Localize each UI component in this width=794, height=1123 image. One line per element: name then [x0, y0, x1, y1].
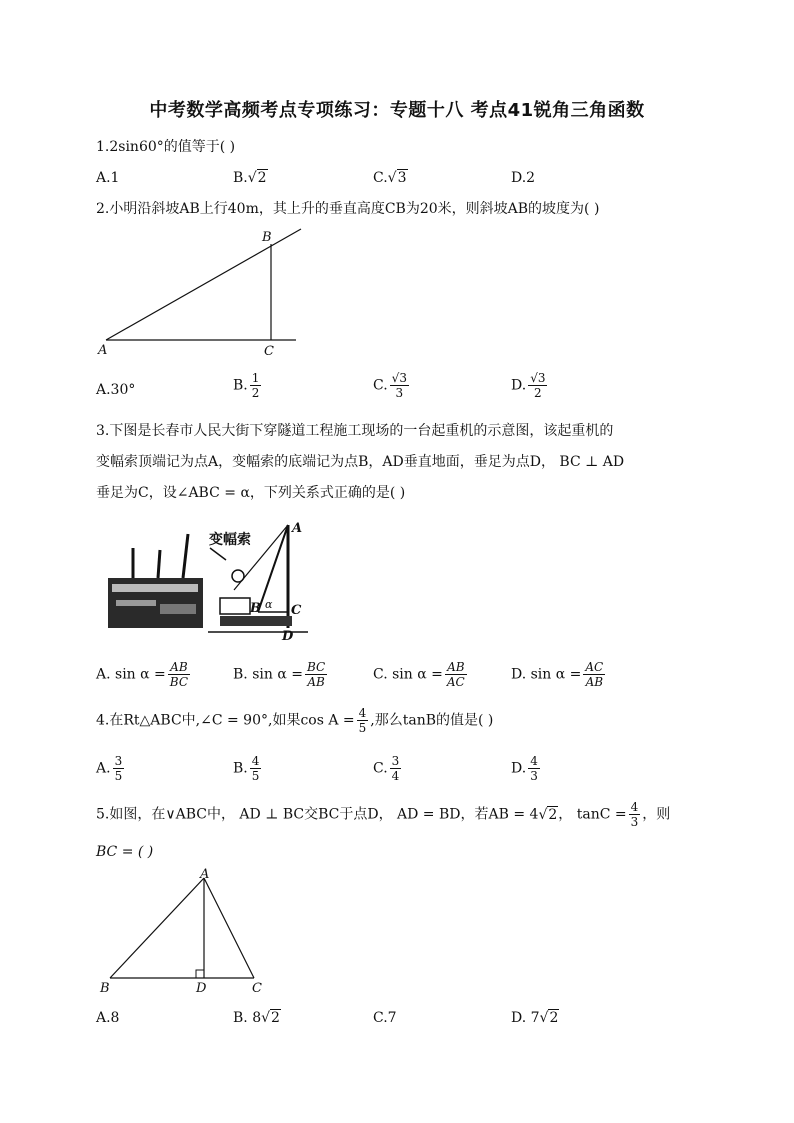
q3-option-a-label: A. sin α = — [96, 666, 166, 683]
question-2-stem: 2.小明沿斜坡AB上行40m，其上升的垂直高度CB为20米，则斜坡AB的坡度为( ) — [96, 201, 600, 217]
label-b: B — [100, 981, 110, 996]
fraction — [390, 371, 409, 400]
site-stripe — [160, 604, 196, 614]
right-angle-icon — [196, 970, 204, 978]
slope-diagram — [96, 224, 306, 360]
sqrt-icon: √2 — [538, 806, 558, 823]
fraction — [250, 371, 262, 400]
denominator: 4 — [391, 769, 400, 783]
q4-option-a — [96, 754, 126, 783]
question-1-stem — [96, 137, 235, 157]
radicand: 2 — [548, 806, 558, 823]
question-3-line-3: 垂足为C，设∠ABC = α，下列关系式正确的是( ) — [96, 485, 406, 501]
q1-option-b-radicand: 2 — [257, 170, 267, 186]
q2-option-d — [511, 371, 549, 400]
sqrt-icon: √2 — [261, 1010, 280, 1026]
q4-stem-text: 4.在Rt△ABC中,∠C = 90°,如果cos A = — [96, 712, 355, 729]
denominator: AC — [446, 675, 465, 689]
numerator: AB — [447, 660, 465, 674]
numerator: √3 — [530, 371, 546, 385]
fraction — [357, 706, 369, 735]
q5-option-a: A.8 — [96, 1010, 120, 1026]
q1-option-c-label: C. — [373, 170, 388, 186]
sqrt-icon: √3 — [387, 170, 407, 186]
sqrt-icon: √2 — [539, 1010, 559, 1026]
label-d: D — [282, 629, 294, 644]
fraction — [528, 754, 540, 783]
denominator: BC — [169, 675, 189, 689]
label-a: A — [292, 521, 303, 536]
sqrt-icon: √2 — [247, 170, 267, 186]
q1-expression: 2sin60° — [109, 139, 164, 155]
q4-stem-text-end: ,那么tanB的值是( ) — [370, 712, 494, 729]
numerator: AC — [585, 660, 604, 674]
side-ac — [204, 878, 254, 978]
label-b: B — [250, 601, 261, 616]
pole-line — [158, 550, 160, 578]
question-5-line-2: BC = ( ) — [96, 844, 154, 860]
q4-option-c-label: C. — [373, 760, 388, 777]
denominator: 3 — [630, 815, 639, 829]
denominator: 5 — [114, 769, 123, 783]
numerator: 4 — [630, 800, 639, 814]
luffing-cable-label: 变幅索 — [209, 532, 251, 548]
side-ab — [110, 878, 204, 978]
label-a: A — [98, 343, 108, 358]
q2-option-d-label: D. — [511, 377, 527, 394]
q5-option-c: C.7 — [373, 1010, 397, 1026]
label-c: C — [291, 603, 302, 618]
denominator: 3 — [530, 769, 538, 783]
q4-option-b — [233, 754, 263, 783]
fraction — [168, 660, 190, 689]
fraction — [528, 371, 547, 400]
q2-option-c-label: C. — [373, 377, 388, 394]
q1-option-a: A.1 — [96, 170, 120, 186]
radicand: 2 — [271, 1010, 280, 1026]
numerator: 3 — [391, 754, 400, 768]
question-3-line-1: 3.下图是长春市人民大街下穿隧道工程施工现场的一台起重机的示意图，该起重机的 — [96, 423, 614, 439]
q5-stem-text-end: ，则 — [642, 806, 671, 823]
q2-option-b — [233, 371, 263, 400]
question-5-stem — [96, 800, 670, 829]
q5-option-d-label: D. 7 — [511, 1010, 540, 1026]
crane-track — [220, 616, 292, 626]
denominator: 2 — [534, 386, 542, 400]
crane-photo — [108, 520, 308, 645]
q1-number: 1. — [96, 139, 110, 155]
slope-line-ab — [106, 229, 301, 340]
q2-option-a: A.30° — [96, 382, 136, 398]
q4-option-d — [511, 754, 542, 783]
q3-option-b — [233, 660, 329, 689]
site-stripe — [112, 584, 198, 592]
site-stripe — [116, 600, 156, 606]
q3-option-c — [373, 660, 469, 689]
q4-option-b-label: B. — [233, 760, 248, 777]
q3-option-a — [96, 660, 192, 689]
q4-option-a-label: A. — [96, 760, 111, 777]
q3-option-d-label: D. sin α = — [511, 666, 582, 683]
denominator: AB — [585, 675, 604, 689]
page-title: 中考数学高频考点专项练习：专题十八 考点41锐角三角函数 — [149, 100, 645, 121]
fraction — [445, 660, 467, 689]
q4-option-d-label: D. — [511, 760, 527, 777]
q2-option-c — [373, 371, 411, 400]
label-alpha: α — [265, 598, 273, 611]
label-b: B — [262, 230, 272, 245]
denominator: 5 — [358, 721, 367, 735]
q3-option-d — [511, 660, 607, 689]
q3-option-c-label: C. sin α = — [373, 666, 443, 683]
pole-line — [183, 534, 188, 578]
q5-option-b-label: B. 8 — [233, 1010, 262, 1026]
numerator: 4 — [530, 754, 538, 768]
q2-option-b-label: B. — [233, 377, 248, 394]
q3-option-b-label: B. sin α = — [233, 666, 303, 683]
numerator: 1 — [251, 371, 260, 385]
q1-option-d: D.2 — [511, 170, 536, 186]
crane-illustration — [108, 520, 308, 645]
q1-option-c-radicand: 3 — [397, 170, 407, 186]
numerator: AB — [170, 660, 188, 674]
denominator: AB — [307, 675, 325, 689]
numerator: BC — [306, 660, 326, 674]
fraction — [113, 754, 125, 783]
numerator: 4 — [358, 706, 367, 720]
q1-stem-text: 的值等于( ) — [163, 139, 236, 155]
radicand: 2 — [549, 1010, 559, 1026]
denominator: 3 — [395, 386, 404, 400]
q4-option-c — [373, 754, 403, 783]
fraction — [305, 660, 327, 689]
q5-stem-text-mid: ， tanC = — [558, 806, 627, 823]
numerator: 3 — [114, 754, 123, 768]
label-c: C — [252, 981, 262, 996]
q5-stem-text: 5.如图，在∨ABC中， AD ⊥ BC交BC于点D， AD = BD，若AB = 4 — [96, 806, 539, 823]
fraction — [629, 800, 641, 829]
numerator: 4 — [251, 754, 260, 768]
q5-option-b — [233, 1008, 281, 1028]
denominator: 5 — [251, 769, 260, 783]
label-c: C — [264, 344, 274, 359]
label-d: D — [196, 981, 207, 996]
fraction — [390, 754, 402, 783]
q5-option-d — [511, 1008, 559, 1028]
denominator: 2 — [251, 386, 260, 400]
q1-option-b — [233, 168, 268, 188]
fraction — [583, 660, 605, 689]
label-a: A — [200, 867, 210, 882]
triangle-diagram — [96, 866, 276, 996]
q1-option-b-label: B. — [233, 170, 248, 186]
q1-option-c — [373, 168, 408, 188]
question-4-stem — [96, 706, 493, 735]
question-3-line-2: 变幅索顶端记为点A，变幅索的底端记为点B，AD垂直地面，垂足为点D， BC ⊥ AD — [96, 454, 625, 470]
fraction — [250, 754, 262, 783]
numerator: √3 — [391, 371, 407, 385]
